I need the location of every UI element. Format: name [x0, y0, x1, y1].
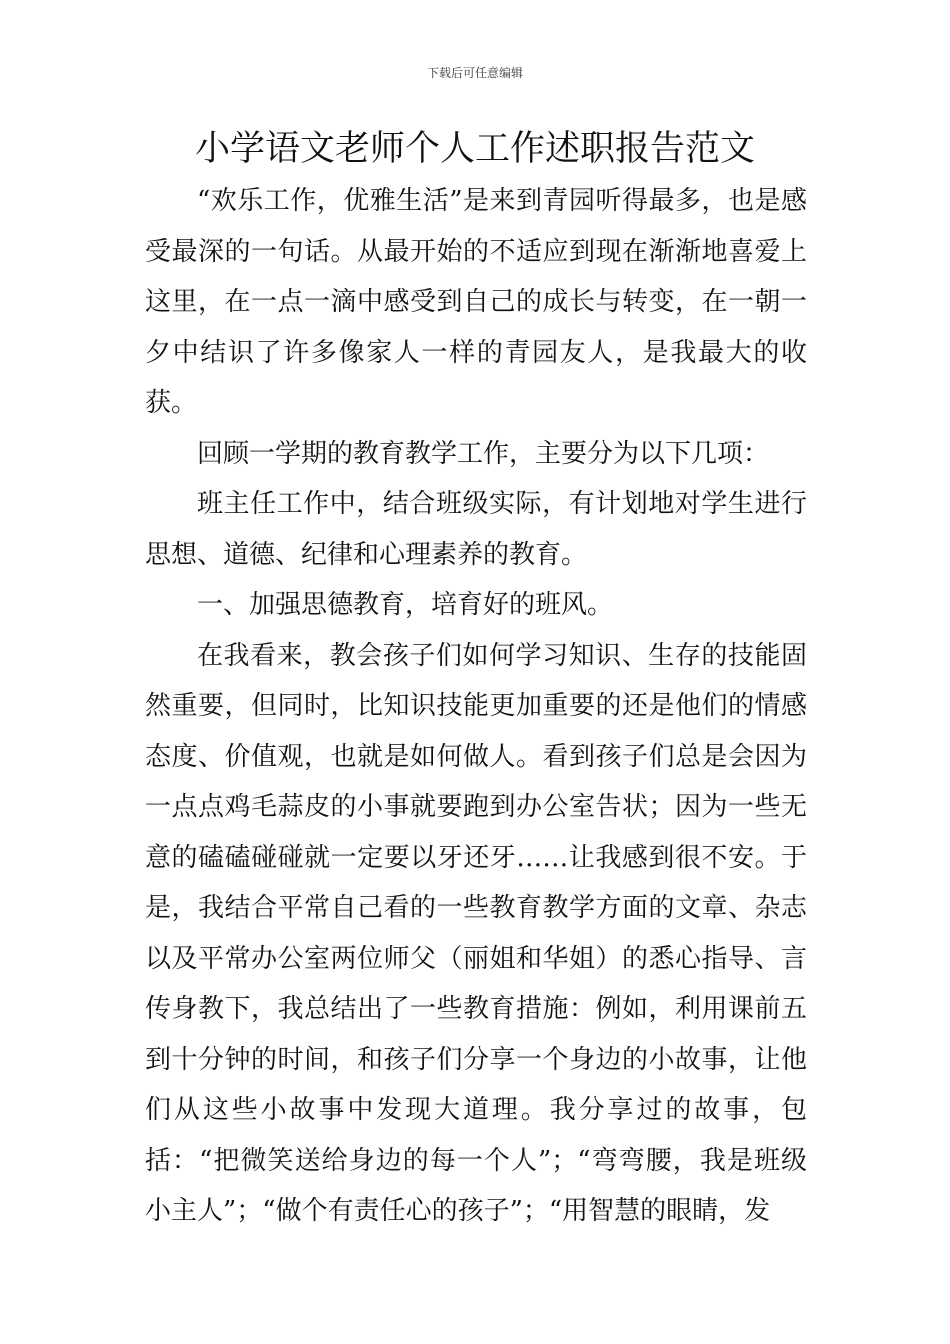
paragraph-1: “欢乐工作，优雅生活”是来到青园听得最多，也是感受最深的一句话。从最开始的不适应到现在渐渐地喜爱上这里，在一点一滴中感受到自己的成长与转变，在一朝一夕中结识了许多像家人一样的青园友人，是我最大的收获。 — [145, 186, 807, 418]
header-note: 下载后可任意编辑 — [426, 66, 523, 80]
document-body — [145, 176, 807, 1237]
paragraph-5: 在我看来，教会孩子们如何学习知识、生存的技能固然重要，但同时，比知识技能更加重要的还是他们的情感态度、价值观，也就是如何做人。看到孩子们总是会因为一点点鸡毛蒜皮的小事就要跑到办公室告状；因为一些无意的磕磕碰碰就一定要以牙还牙……让我感到很不安。于是，我结合平常自己看的一些教育教学方面的文章、杂志以及平常办公室两位师父（丽姐和华姐）的悉心指导、言传身教下，我总结出了一些教育措施：例如，利用课前五到十分钟的时间，和孩子们分享一个身边的小故事，让他们从这些小故事中发现大道理。我分享过的故事，包括：“把微笑送给身边的每一个人”；“弯弯腰，我是班级小主人”；“做个有责任心的孩子”；“用智慧的眼睛，发 — [145, 640, 807, 1226]
paragraph-4: 一、加强思德教育，培育好的班风。 — [197, 590, 614, 620]
paragraph-3: 班主任工作中，结合班级实际，有计划地对学生进行思想、道德、纪律和心理素养的教育。 — [145, 489, 807, 570]
document-title: 小学语文老师个人工作述职报告范文 — [194, 129, 755, 169]
paragraph-2: 回顾一学期的教育教学工作，主要分为以下几项： — [197, 438, 770, 469]
